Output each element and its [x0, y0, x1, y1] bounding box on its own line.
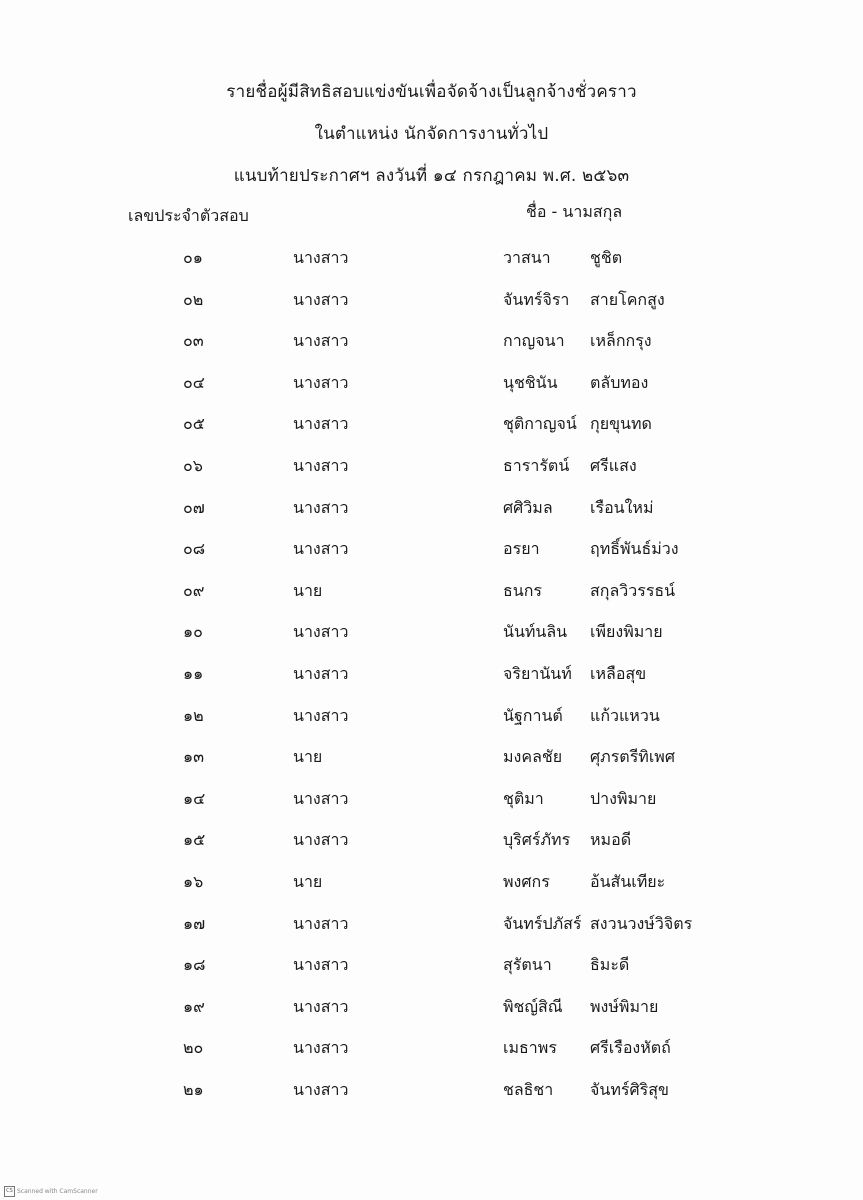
document-title-line-1: รายชื่อผู้มีสิทธิสอบแข่งขันเพื่อจัดจ้างเป็นลูกจ้างชั่วคราว [226, 82, 637, 102]
exam-number: ๑๘ [183, 955, 206, 975]
name-title: นางสาว [293, 663, 349, 683]
first-name: ศศิวิมล [503, 497, 553, 517]
name-title: นางสาว [293, 705, 349, 725]
exam-number: ๑๐ [183, 622, 203, 642]
list-item [0, 242, 863, 284]
list-item [0, 284, 863, 326]
last-name: ธิมะดี [590, 955, 630, 975]
exam-number: ๒๑ [183, 1079, 204, 1099]
first-name: สุรัตนา [503, 955, 552, 975]
list-item [0, 408, 863, 450]
exam-number: ๐๘ [183, 539, 206, 559]
exam-number: ๐๗ [183, 497, 205, 517]
name-title: นาย [293, 747, 323, 767]
name-title: นางสาว [293, 955, 349, 975]
last-name: เรือนใหม่ [590, 497, 654, 517]
first-name: กาญจนา [503, 331, 565, 351]
list-item [0, 991, 863, 1033]
last-name: สกุลวิวรรธน์ [590, 580, 676, 600]
column-header-full-name: ชื่อ - นามสกุล [526, 202, 623, 221]
list-item [0, 575, 863, 617]
name-title: นางสาว [293, 1079, 349, 1099]
last-name: สายโคกสูง [590, 289, 665, 309]
last-name: ชูชิต [590, 248, 623, 267]
first-name: ชลธิชา [503, 1079, 554, 1099]
list-item [0, 1074, 863, 1116]
first-name: วาสนา [503, 248, 551, 267]
list-item [0, 866, 863, 908]
document-title-line-2: ในตำแหน่ง นักจัดการงานทั่วไป [314, 124, 549, 144]
first-name: พงศกร [503, 871, 550, 891]
name-title: นางสาว [293, 996, 349, 1016]
name-title: นางสาว [293, 414, 349, 434]
last-name: ศรีแสง [590, 455, 637, 475]
document-title-line-3: แนบท้ายประกาศฯ ลงวันที่ ๑๔ กรกฎาคม พ.ศ. ๒๕๖๓ [233, 166, 630, 186]
list-item [0, 492, 863, 534]
first-name: เมธาพร [503, 1038, 557, 1058]
list-item [0, 949, 863, 991]
name-title: นางสาว [293, 497, 349, 517]
list-item [0, 700, 863, 742]
name-title: นางสาว [293, 622, 349, 642]
name-title: นางสาว [293, 1038, 349, 1058]
last-name: เหลือสุข [590, 663, 647, 683]
scanner-watermark [4, 1186, 98, 1197]
list-item [0, 908, 863, 950]
last-name: เพียงพิมาย [590, 622, 663, 642]
exam-number: ๑๓ [183, 747, 205, 767]
first-name: ธนกร [503, 580, 542, 600]
first-name: จันทร์จิรา [503, 289, 570, 309]
name-title: นางสาว [293, 539, 349, 559]
exam-number: ๑๒ [183, 705, 204, 725]
exam-number: ๐๕ [183, 414, 205, 434]
list-item [0, 1032, 863, 1074]
last-name: ฤทธิ์พันธ์ม่วง [590, 539, 679, 559]
name-title: นางสาว [293, 248, 349, 267]
last-name: ศรีเรืองหัตถ์ [590, 1038, 671, 1058]
list-item [0, 533, 863, 575]
name-title: นาย [293, 871, 323, 891]
name-title: นางสาว [293, 788, 349, 808]
first-name: นุชชินัน [503, 372, 558, 392]
exam-number: ๐๓ [183, 331, 204, 351]
last-name: หมอดี [590, 830, 632, 850]
exam-number: ๑๖ [183, 871, 204, 891]
last-name: กุยขุนทด [590, 414, 652, 434]
exam-number: ๑๕ [183, 830, 206, 850]
name-title: นางสาว [293, 331, 349, 351]
name-title: นางสาว [293, 289, 349, 309]
list-item [0, 824, 863, 866]
exam-number: ๑๗ [183, 913, 206, 933]
list-item [0, 367, 863, 409]
exam-number: ๒๐ [183, 1038, 204, 1058]
exam-number: ๐๔ [183, 372, 205, 392]
exam-number: ๐๙ [183, 580, 205, 600]
first-name: จันทร์ปภัสร์ [503, 913, 582, 933]
first-name: บุริศร์ภัทร [503, 830, 571, 850]
last-name: ปางพิมาย [590, 788, 657, 808]
list-item [0, 658, 863, 700]
cs-logo-icon: CS [4, 1186, 15, 1197]
last-name: จันทร์ศิริสุข [590, 1079, 669, 1099]
name-title: นางสาว [293, 455, 349, 475]
first-name: อรยา [503, 539, 540, 559]
first-name: ธารารัตน์ [503, 455, 570, 475]
last-name: อ้นสันเทียะ [590, 871, 666, 891]
last-name: เหล็กกรุง [590, 331, 652, 351]
exam-number: ๐๖ [183, 455, 203, 475]
first-name: ชุติมา [503, 788, 544, 808]
exam-number: ๑๙ [183, 996, 205, 1016]
candidate-list [0, 242, 863, 1115]
name-title: นางสาว [293, 913, 349, 933]
first-name: นัฐกานต์ [503, 705, 563, 725]
list-item [0, 325, 863, 367]
last-name: ตลับทอง [590, 372, 649, 392]
exam-number: ๑๔ [183, 788, 206, 808]
first-name: ชุติกาญจน์ [503, 414, 577, 434]
exam-number: ๐๑ [183, 248, 203, 267]
list-item [0, 783, 863, 825]
name-title: นางสาว [293, 830, 349, 850]
exam-number: ๐๒ [183, 289, 204, 309]
list-item [0, 616, 863, 658]
scanner-watermark-text: Scanned with CamScanner [17, 1188, 98, 1195]
column-header-exam-id: เลขประจำตัวสอบ [128, 206, 249, 225]
last-name: สงวนวงษ์วิจิตร [590, 913, 693, 933]
first-name: นันท์นลิน [503, 622, 568, 642]
first-name: จริยานันท์ [503, 663, 572, 683]
first-name: พิชญ์สิณี [503, 996, 563, 1016]
last-name: พงษ์พิมาย [590, 996, 659, 1016]
first-name: มงคลชัย [503, 747, 563, 767]
name-title: นางสาว [293, 372, 349, 392]
list-item [0, 450, 863, 492]
name-title: นาย [293, 580, 323, 600]
last-name: แก้วแหวน [590, 705, 660, 725]
list-item [0, 741, 863, 783]
exam-number: ๑๑ [183, 663, 204, 683]
last-name: ศุภรตรีทิเพศ [590, 747, 675, 767]
